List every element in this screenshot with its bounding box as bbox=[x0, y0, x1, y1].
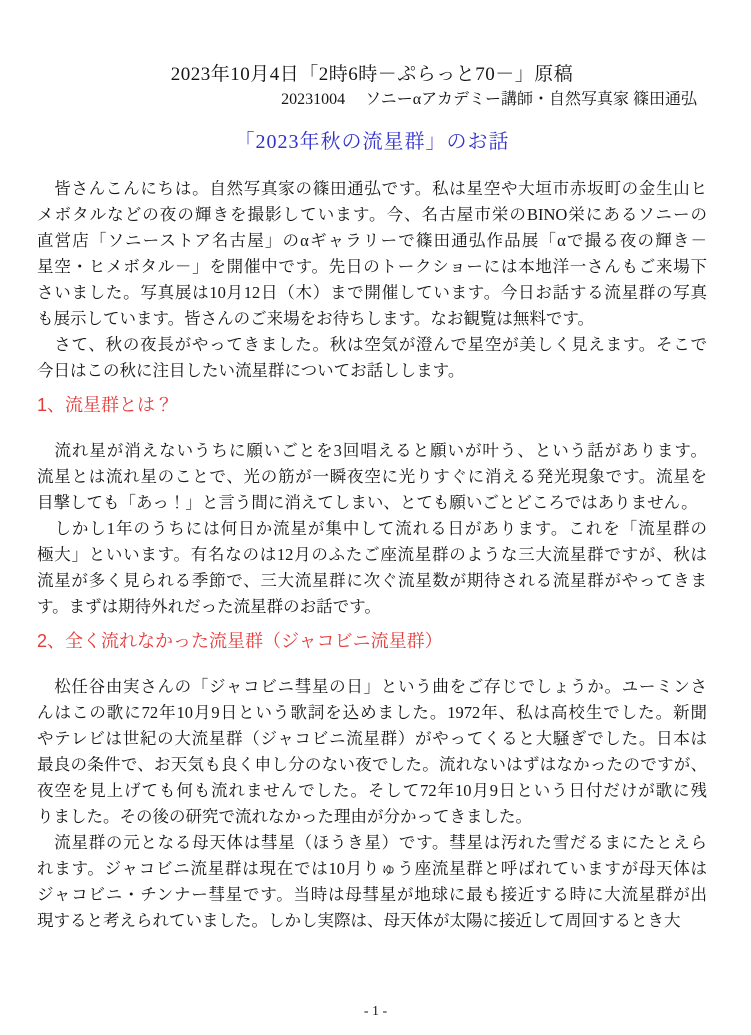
text-line: 流星が多く見られる季節で、三大流星群に次ぐ流星数が期待される流星群がやってきま bbox=[37, 571, 707, 590]
paragraph bbox=[37, 176, 707, 332]
document-title: 2023年10月4日「2時6時－ぷらっと70－」原稿 bbox=[170, 64, 574, 85]
document-body bbox=[37, 176, 707, 934]
author-byline: 20231004 ソニーαアカデミー講師・自然写真家 篠田通弘 bbox=[281, 91, 697, 108]
text-line: 目撃しても「あっ！」と言う間に消えてしまい、とても願いごとどころではありません。 bbox=[37, 493, 698, 512]
paragraph bbox=[37, 674, 707, 830]
section-heading: 2、全く流れなかった流星群（ジャコビニ流星群） bbox=[37, 631, 443, 651]
text-line: 流星群の元となる母天体は彗星（ほうき星）です。彗星は汚れた雪だるまにたとえら bbox=[37, 833, 707, 852]
document-content bbox=[37, 62, 707, 934]
text-line: 流星とは流れ星のことで、光の筋が一瞬夜空に光りすぐに消える発光現象です。流星を bbox=[37, 467, 707, 486]
paragraph bbox=[37, 830, 707, 934]
text-line: んはこの歌に72年10月9日という歌詞を込めました。1972年、私は高校生でした。新聞 bbox=[37, 703, 707, 722]
text-line: 皆さんこんにちは。自然写真家の篠田通弘です。私は星空や大垣市赤坂町の金生山ヒ bbox=[37, 179, 707, 198]
text-line: 極大」といいます。有名なのは12月のふたご座流星群のような三大流星群ですが、秋は bbox=[37, 545, 707, 564]
text-line: 今日はこの秋に注目したい流星群についてお話しします。 bbox=[37, 361, 465, 380]
text-line: も展示しています。皆さんのご来場をお待ちします。なお観覧は無料です。 bbox=[37, 309, 595, 328]
text-line: りました。その後の研究で流れなかった理由が分かってきました。 bbox=[37, 807, 532, 826]
page-number: - 1 - bbox=[363, 1004, 388, 1019]
paragraph bbox=[37, 438, 707, 516]
text-line: やテレビは世紀の大流星群（ジャコビニ流星群）がやってくると大騒ぎでした。日本は bbox=[37, 729, 707, 748]
text-line: 最良の条件で、お天気も良く申し分のない夜でした。流れないはずはなかったのですが、 bbox=[37, 755, 707, 774]
text-line: しかし1年のうちには何日か流星が集中して流れる日があります。これを「流星群の bbox=[37, 519, 707, 538]
text-line: メボタルなどの夜の輝きを撮影しています。今、名古屋市栄のBINO栄にあるソニーの bbox=[37, 205, 707, 224]
text-line: さいました。写真展は10月12日（木）まで開催しています。今日お話する流星群の写真 bbox=[37, 283, 707, 302]
subject-heading: 「2023年秋の流星群」のお話 bbox=[234, 131, 510, 153]
paragraph bbox=[37, 332, 707, 384]
text-line: ジャコビニ・チンナー彗星です。当時は母彗星が地球に最も接近する時に大流星群が出 bbox=[37, 885, 707, 904]
text-line: 流れ星が消えないうちに願いごとを3回唱えると願いが叶う、という話があります。 bbox=[37, 441, 707, 460]
text-line: 夜空を見上げても何も流れませんでした。そして72年10月9日という日付だけが歌に残 bbox=[37, 781, 707, 800]
text-line: れます。ジャコビニ流星群は現在では10月りゅう座流星群と呼ばれていますが母天体は bbox=[37, 859, 707, 878]
text-line: 松任谷由実さんの「ジャコビニ彗星の日」という曲をご存じでしょうか。ユーミンさ bbox=[37, 677, 707, 696]
section-heading: 1、流星群とは？ bbox=[37, 395, 174, 415]
text-line: す。まずは期待外れだった流星群のお話です。 bbox=[37, 597, 381, 616]
text-line: 現すると考えられていました。しかし実際は、母天体が太陽に接近して周回するとき大 bbox=[37, 911, 681, 930]
text-line: さて、秋の夜長がやってきました。秋は空気が澄んで星空が美しく見えます。そこで bbox=[37, 335, 707, 354]
text-line: 星空・ヒメボタル－」を開催中です。先日のトークショーには本地洋一さんもご来場下 bbox=[37, 257, 707, 276]
paragraph bbox=[37, 516, 707, 620]
text-line: 直営店「ソニーストア名古屋」のαギャラリーで篠田通弘作品展「αで撮る夜の輝き－ bbox=[37, 231, 707, 250]
